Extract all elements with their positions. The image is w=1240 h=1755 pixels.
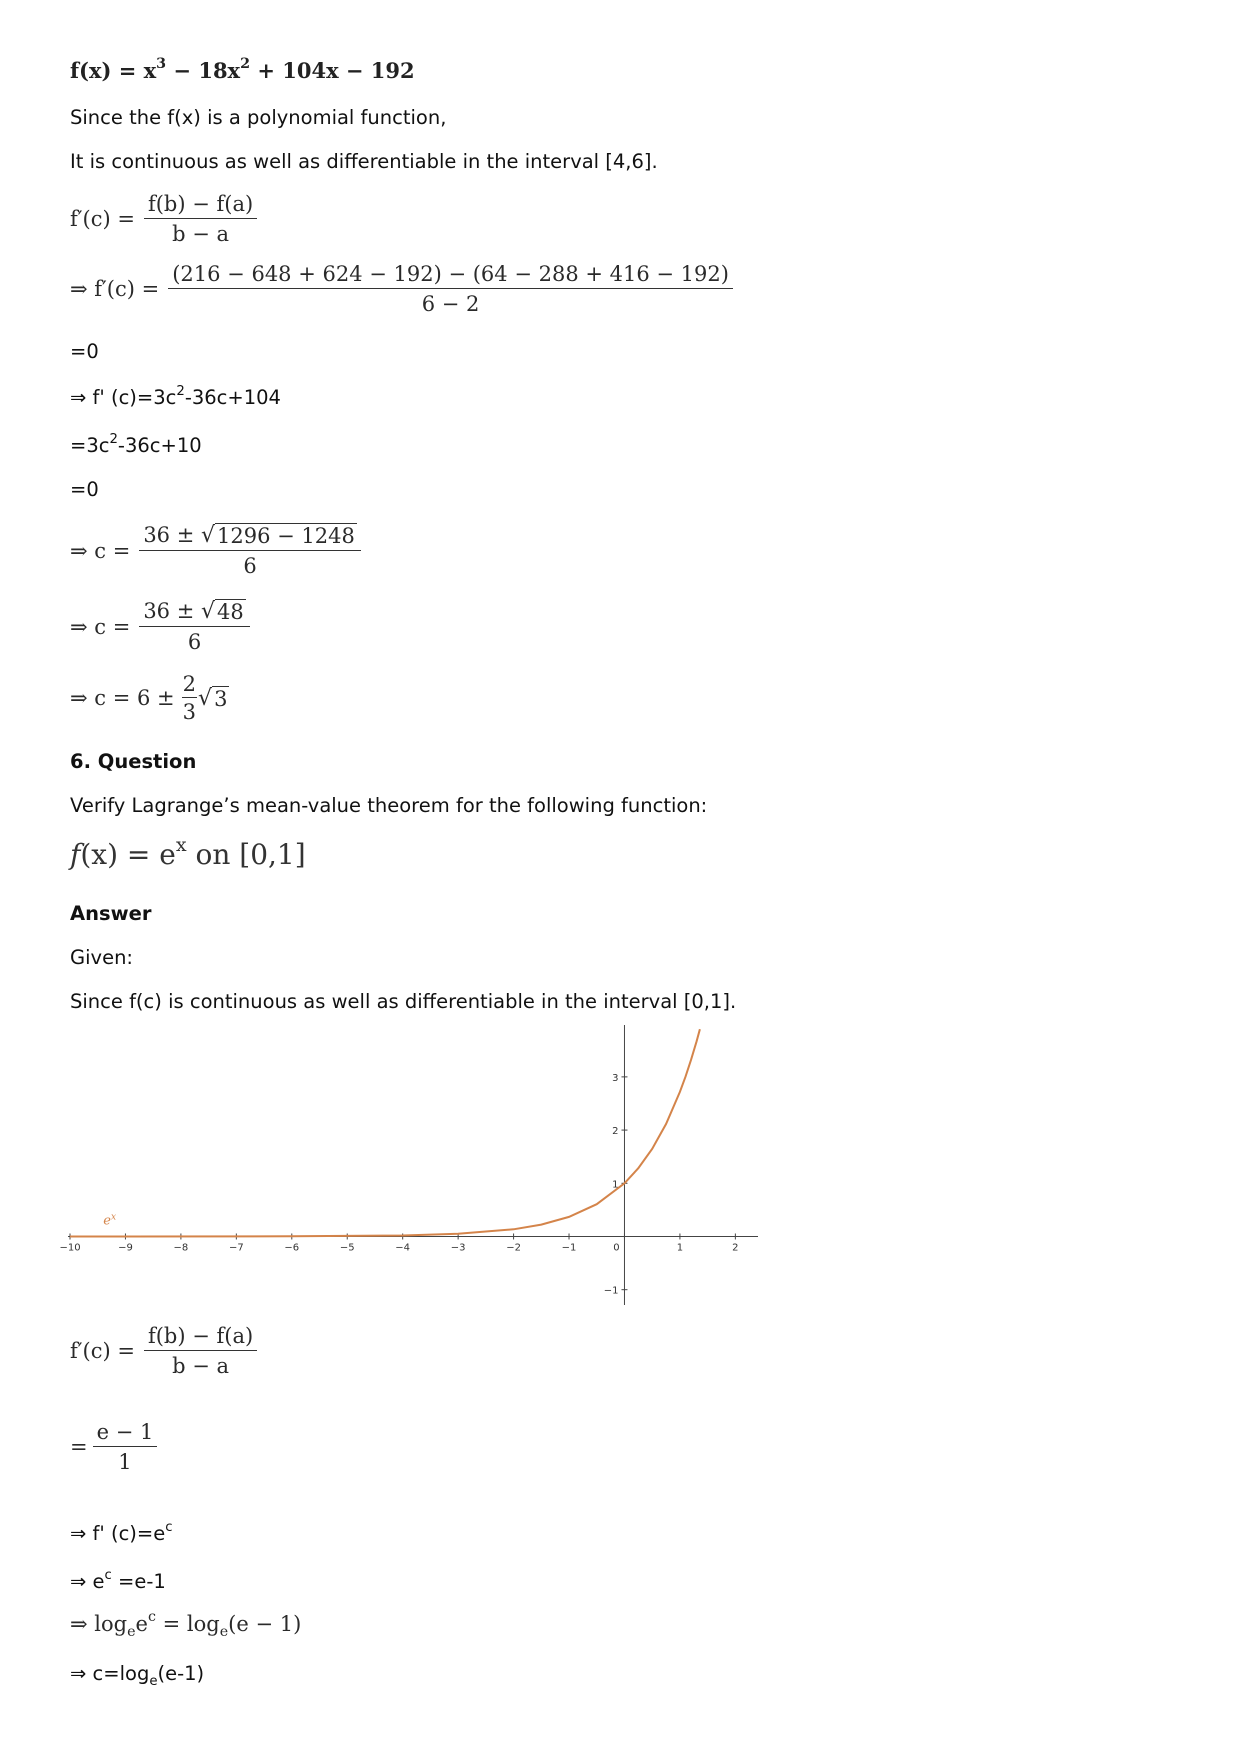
x-tick-label: −8 <box>173 1242 189 1254</box>
y-tick-label: 3 <box>612 1072 619 1084</box>
derivative-exp: ⇒ f' $(c)=e^c$ <box>70 1519 173 1545</box>
result-zero-2: =0 <box>70 478 99 501</box>
series-label-exponent: x <box>110 1212 117 1223</box>
quadratic-line: $=3c^2-36c+10$ <box>70 431 202 457</box>
log-equation: ⇒ $\log_ee^c = \log_e(e - 1)$ <box>70 1608 302 1641</box>
x-tick-label: 0 <box>613 1242 620 1254</box>
x-tick-label: −10 <box>59 1242 81 1254</box>
mvt-substitution: ⇒ f′(c) = $\frac{(216 - 648 + 624 - 192) - (64 - 288 + 416 - 192)}{6 - 2}$ <box>70 262 739 316</box>
x-tick-label: −6 <box>284 1242 300 1254</box>
x-tick-label: 2 <box>732 1242 739 1254</box>
question-heading: 6. Question <box>70 750 197 773</box>
given-label: Given: <box>70 946 133 969</box>
continuity-statement-2: Since f(c) is continuous as well as differentiable in the interval [0,1]. <box>70 990 737 1013</box>
mvt-result: = $\frac{e - 1}{1}$ <box>70 1420 163 1474</box>
x-tick-label: 1 <box>676 1242 684 1254</box>
derivative-line: ⇒ f' $(c)=3c^2-36c+104$ <box>70 383 281 409</box>
x-tick-label: −9 <box>118 1242 133 1254</box>
quadratic-formula-1: ⇒ c = 36 ± √ 1296 − 1248 6 <box>70 523 367 578</box>
polynomial-statement: Since the f(x) is a polynomial function, <box>70 106 447 129</box>
answer-heading: Answer <box>70 902 152 925</box>
c-log-solution: ⇒ $c=\log_e(e-1)$ <box>70 1662 205 1689</box>
x-tick-label: −2 <box>506 1242 521 1254</box>
y-tick-label: 1 <box>612 1179 619 1191</box>
exponential-chart <box>59 1025 758 1305</box>
y-tick-label: 2 <box>612 1126 619 1138</box>
continuity-statement: It is continuous as well as differentiable in the interval [4,6]. <box>70 150 658 173</box>
x-tick-label: −3 <box>450 1242 466 1254</box>
exp-equation: ⇒ $e^c =e-1$ <box>70 1567 166 1593</box>
result-zero: =0 <box>70 340 99 363</box>
question-text: Verify Lagrange’s mean-value theorem for the following function: <box>70 794 708 817</box>
x-tick-label: −1 <box>561 1242 577 1254</box>
function-definition: $f(x) = x^3 - 18x^2 + 104x - 192$ <box>70 55 415 83</box>
x-tick-label: −7 <box>228 1242 244 1254</box>
c-solution: ⇒ c = 6 ± $\frac{2}{3}$ √ 3 <box>70 672 228 724</box>
x-tick-label: −4 <box>395 1242 411 1254</box>
quadratic-formula-2: ⇒ c = 36 ± √ 48 6 <box>70 599 256 654</box>
series-line <box>70 1029 700 1236</box>
y-tick-label: −1 <box>603 1285 619 1297</box>
series-label: $e^x$ <box>103 1212 117 1229</box>
mvt-formula-2: f′(c) = $\frac{f(b) - f(a)}{b - a}$ <box>70 1324 263 1378</box>
x-tick-label: −5 <box>339 1242 355 1254</box>
mvt-formula: f′(c) = $\frac{f(b) - f(a)}{b - a}$ <box>70 192 263 246</box>
question-function: $f(x) = e^x$ on [0,1] <box>70 833 306 871</box>
